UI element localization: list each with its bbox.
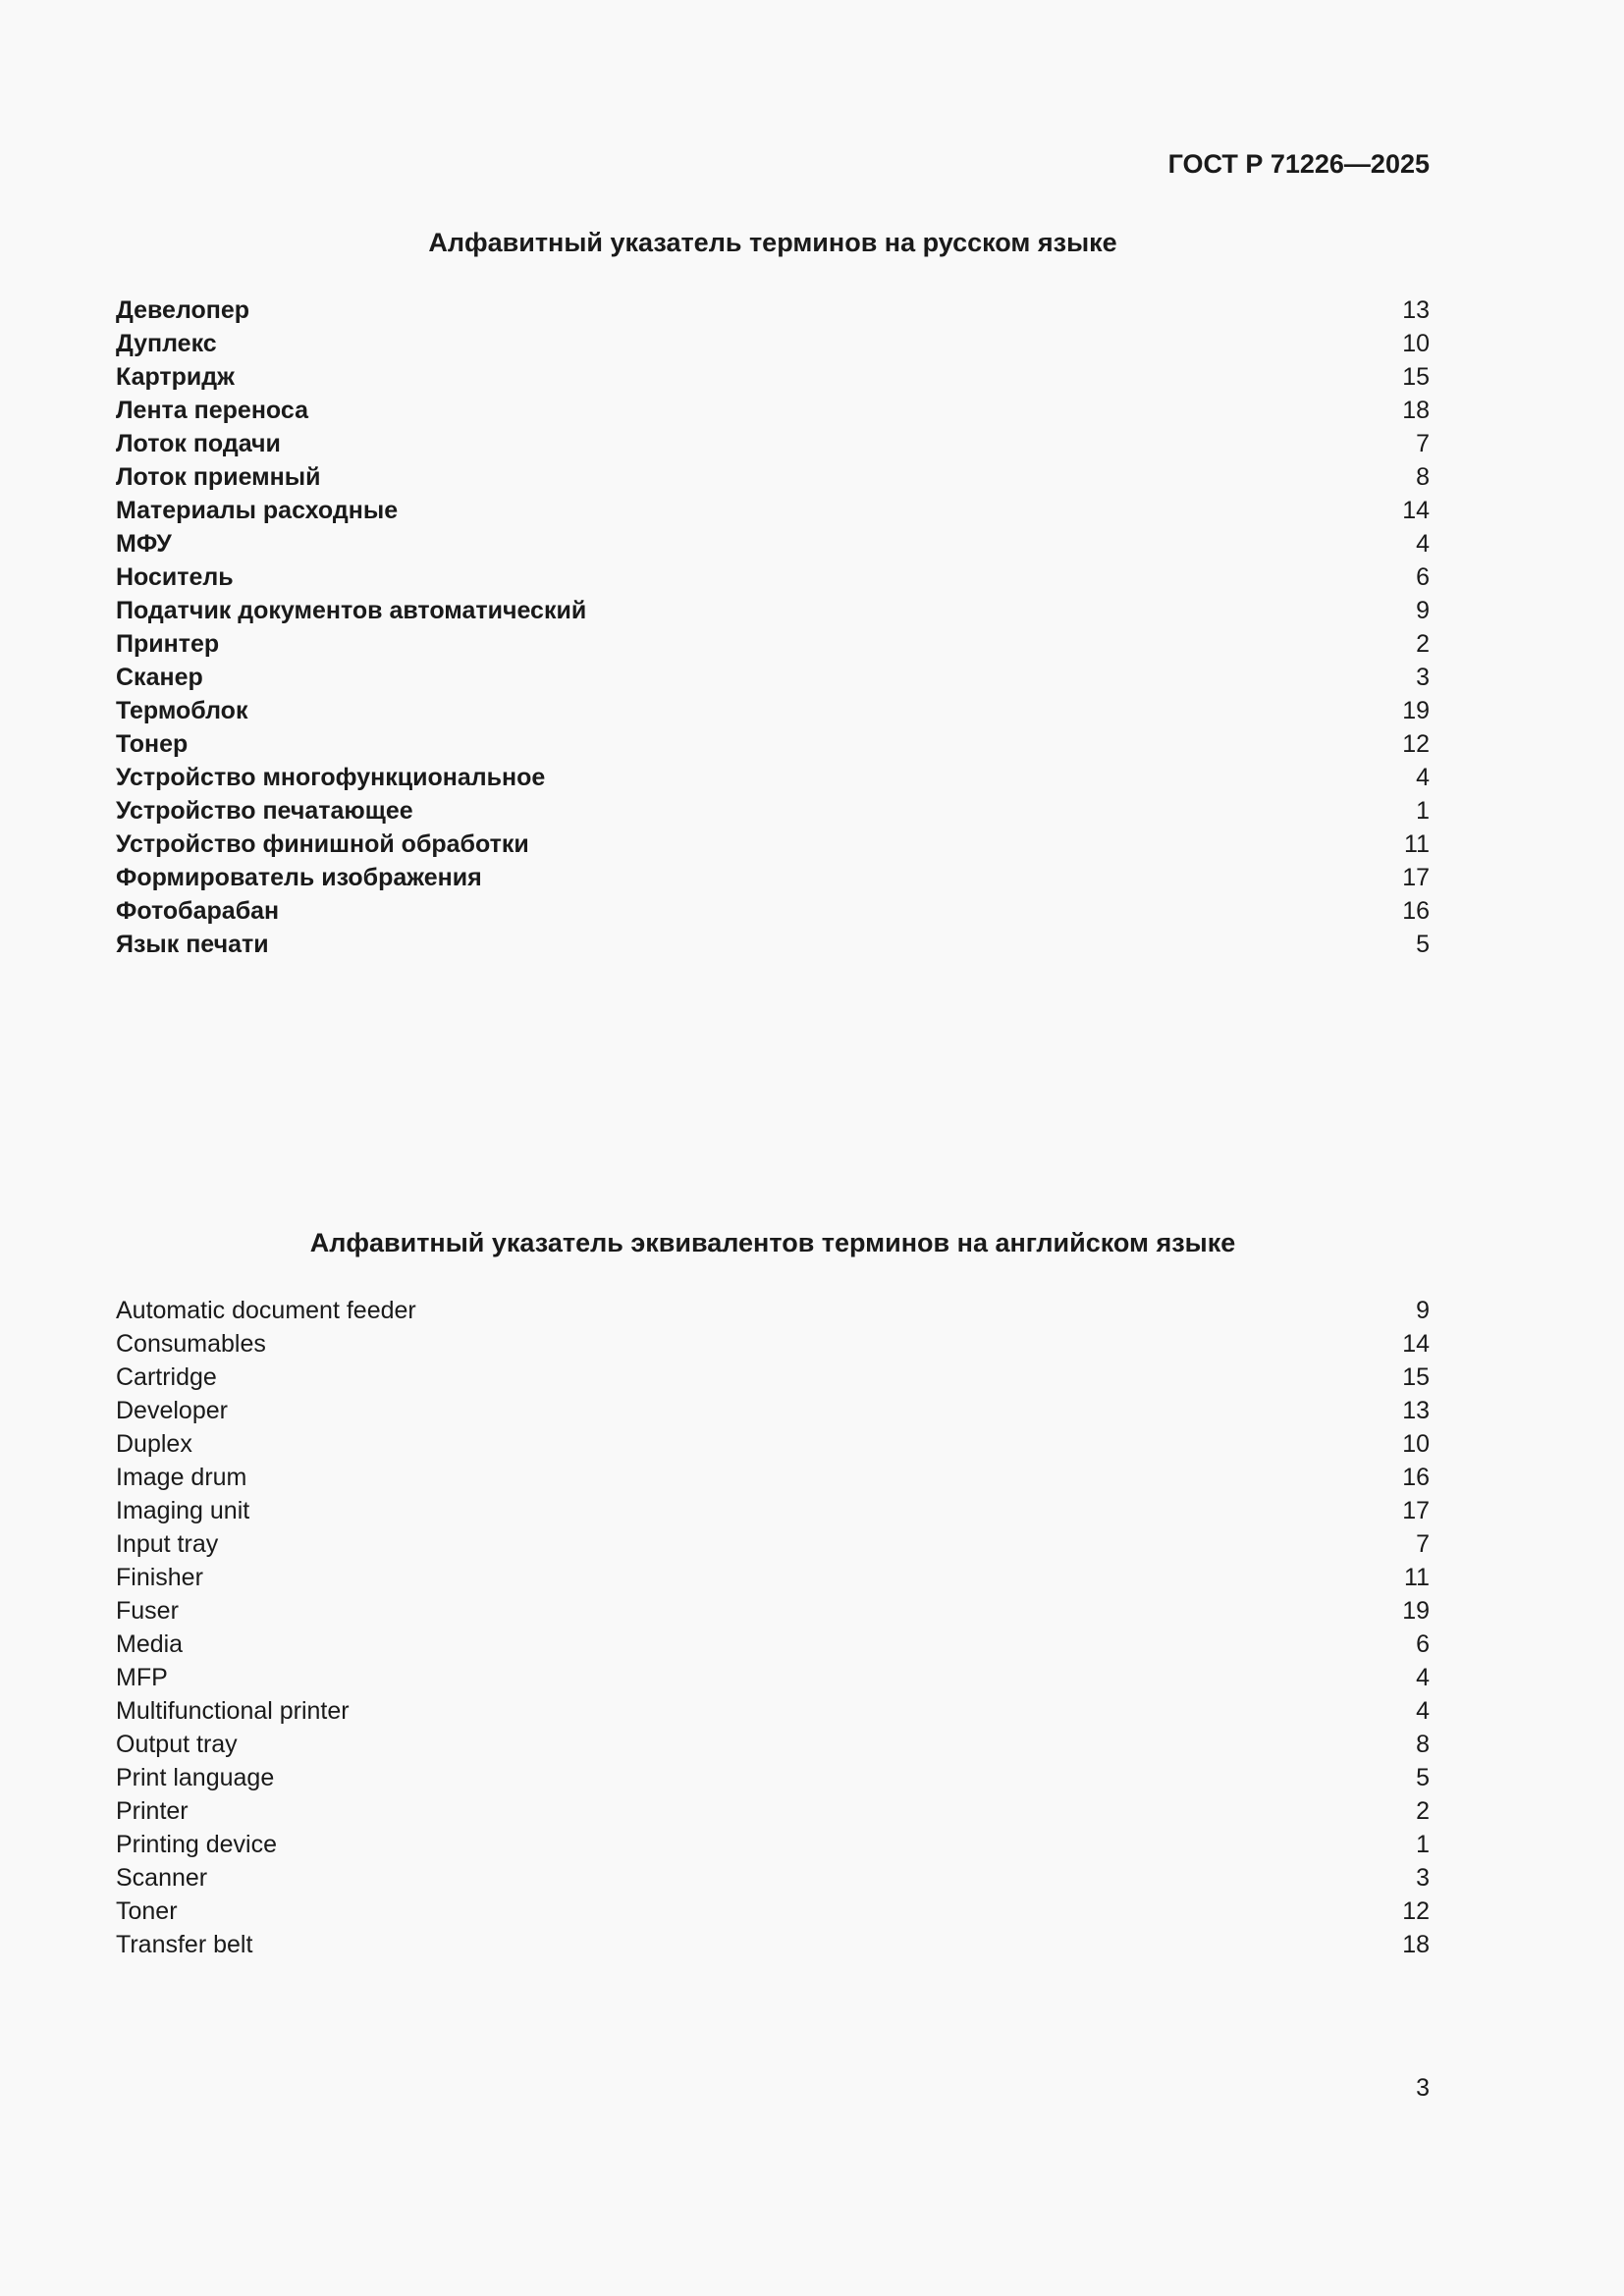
index-number: 5 (1416, 931, 1430, 958)
english-index-entry (116, 1361, 1430, 1394)
index-term: Automatic document feeder (116, 1297, 416, 1324)
english-index-entry (116, 1861, 1430, 1895)
index-number: 2 (1416, 1797, 1430, 1825)
index-term: Сканер (116, 664, 203, 691)
index-number: 14 (1402, 497, 1430, 524)
index-term: Finisher (116, 1564, 203, 1591)
index-term: Термоблок (116, 697, 248, 724)
index-term: Девелопер (116, 296, 250, 324)
russian-index-entry (116, 794, 1430, 828)
russian-index-entry (116, 561, 1430, 594)
english-index-title: Алфавитный указатель эквивалентов терминов на английском языке (309, 1228, 1236, 1257)
index-number: 12 (1402, 1897, 1430, 1925)
russian-index-entry (116, 294, 1430, 327)
index-term: Язык печати (116, 931, 269, 958)
index-number: 13 (1402, 296, 1430, 324)
russian-index-entry (116, 761, 1430, 794)
index-number: 6 (1416, 563, 1430, 591)
page-number: 3 (1416, 2074, 1430, 2102)
index-number: 4 (1416, 530, 1430, 558)
english-index-entry (116, 1728, 1430, 1761)
index-number: 12 (1402, 730, 1430, 758)
index-term: Устройство печатающее (116, 797, 413, 825)
index-number: 4 (1416, 764, 1430, 791)
index-number: 3 (1416, 1864, 1430, 1892)
english-index-entry (116, 1327, 1430, 1361)
index-term: Input tray (116, 1530, 219, 1558)
index-term: Printer (116, 1797, 189, 1825)
document-code: ГОСТ Р 71226—2025 (1167, 149, 1430, 179)
index-term: Устройство финишной обработки (116, 830, 529, 858)
english-index-entry (116, 1427, 1430, 1461)
russian-index-entry (116, 828, 1430, 861)
index-term: Дуплекс (116, 330, 217, 357)
index-number: 16 (1402, 1464, 1430, 1491)
index-number: 3 (1416, 664, 1430, 691)
english-index-entry (116, 1594, 1430, 1628)
english-index-entry (116, 1461, 1430, 1494)
english-index-entry (116, 1294, 1430, 1327)
english-index-entry (116, 1561, 1430, 1594)
english-index-entry (116, 1394, 1430, 1427)
index-term: Лента переноса (116, 397, 308, 424)
index-number: 14 (1402, 1330, 1430, 1358)
index-number: 18 (1402, 397, 1430, 424)
english-index-entry (116, 1828, 1430, 1861)
english-index-entry (116, 1494, 1430, 1527)
index-number: 15 (1402, 363, 1430, 391)
english-index-entry (116, 1628, 1430, 1661)
russian-index-entry (116, 360, 1430, 394)
index-number: 6 (1416, 1630, 1430, 1658)
index-number: 19 (1402, 697, 1430, 724)
index-term: Consumables (116, 1330, 266, 1358)
index-term: Transfer belt (116, 1931, 253, 1958)
english-index-entry (116, 1928, 1430, 1961)
index-term: Фотобарабан (116, 897, 280, 925)
index-number: 9 (1416, 1297, 1430, 1324)
index-number: 18 (1402, 1931, 1430, 1958)
index-number: 5 (1416, 1764, 1430, 1791)
index-term: Cartridge (116, 1363, 217, 1391)
index-number: 11 (1404, 830, 1430, 858)
index-number: 19 (1402, 1597, 1430, 1625)
russian-index-entry (116, 928, 1430, 961)
index-term: Fuser (116, 1597, 179, 1625)
index-term: Printing device (116, 1831, 277, 1858)
index-number: 7 (1416, 1530, 1430, 1558)
english-index-list (116, 1294, 1430, 1961)
index-number: 7 (1416, 430, 1430, 457)
russian-index-entry (116, 627, 1430, 661)
english-index-entry (116, 1895, 1430, 1928)
index-term: Scanner (116, 1864, 208, 1892)
index-term: Устройство многофункциональное (116, 764, 546, 791)
index-number: 15 (1402, 1363, 1430, 1391)
russian-index-entry (116, 327, 1430, 360)
russian-index-entry (116, 661, 1430, 694)
russian-index-entry (116, 894, 1430, 928)
index-term: Imaging unit (116, 1497, 250, 1524)
russian-index-entry (116, 427, 1430, 460)
russian-index-list (116, 294, 1430, 961)
index-number: 4 (1416, 1697, 1430, 1725)
index-number: 8 (1416, 463, 1430, 491)
index-term: Image drum (116, 1464, 247, 1491)
index-term: Duplex (116, 1430, 192, 1458)
english-index-entry (116, 1794, 1430, 1828)
index-term: Toner (116, 1897, 178, 1925)
index-number: 11 (1404, 1564, 1430, 1591)
index-term: Податчик документов автоматический (116, 597, 587, 624)
index-term: Лоток приемный (116, 463, 321, 491)
index-number: 1 (1416, 1831, 1430, 1858)
russian-index-entry (116, 494, 1430, 527)
russian-index-entry (116, 394, 1430, 427)
index-number: 16 (1402, 897, 1430, 925)
english-index-entry (116, 1761, 1430, 1794)
russian-index-entry (116, 594, 1430, 627)
index-number: 2 (1416, 630, 1430, 658)
index-number: 17 (1402, 1497, 1430, 1524)
index-number: 4 (1416, 1664, 1430, 1691)
index-number: 10 (1402, 1430, 1430, 1458)
index-term: Multifunctional printer (116, 1697, 350, 1725)
index-term: Output tray (116, 1731, 238, 1758)
index-number: 1 (1416, 797, 1430, 825)
russian-index-title: Алфавитный указатель терминов на русском языке (428, 228, 1117, 257)
index-term: MFP (116, 1664, 168, 1691)
index-term: Тонер (116, 730, 189, 758)
english-index-entry (116, 1661, 1430, 1694)
index-term: Материалы расходные (116, 497, 399, 524)
russian-index-entry (116, 694, 1430, 727)
index-term: Картридж (116, 363, 235, 391)
russian-index-entry (116, 527, 1430, 561)
index-term: Media (116, 1630, 184, 1658)
index-term: Лоток подачи (116, 430, 281, 457)
english-index-entry (116, 1694, 1430, 1728)
index-term: Print language (116, 1764, 275, 1791)
index-term: Формирователь изображения (116, 864, 482, 891)
russian-index-entry (116, 460, 1430, 494)
index-number: 13 (1402, 1397, 1430, 1424)
index-term: Developer (116, 1397, 228, 1424)
index-number: 17 (1402, 864, 1430, 891)
index-term: Принтер (116, 630, 220, 658)
index-number: 10 (1402, 330, 1430, 357)
russian-index-entry (116, 861, 1430, 894)
index-number: 8 (1416, 1731, 1430, 1758)
index-number: 9 (1416, 597, 1430, 624)
russian-index-entry (116, 727, 1430, 761)
index-term: МФУ (116, 530, 172, 558)
index-term: Носитель (116, 563, 234, 591)
english-index-entry (116, 1527, 1430, 1561)
